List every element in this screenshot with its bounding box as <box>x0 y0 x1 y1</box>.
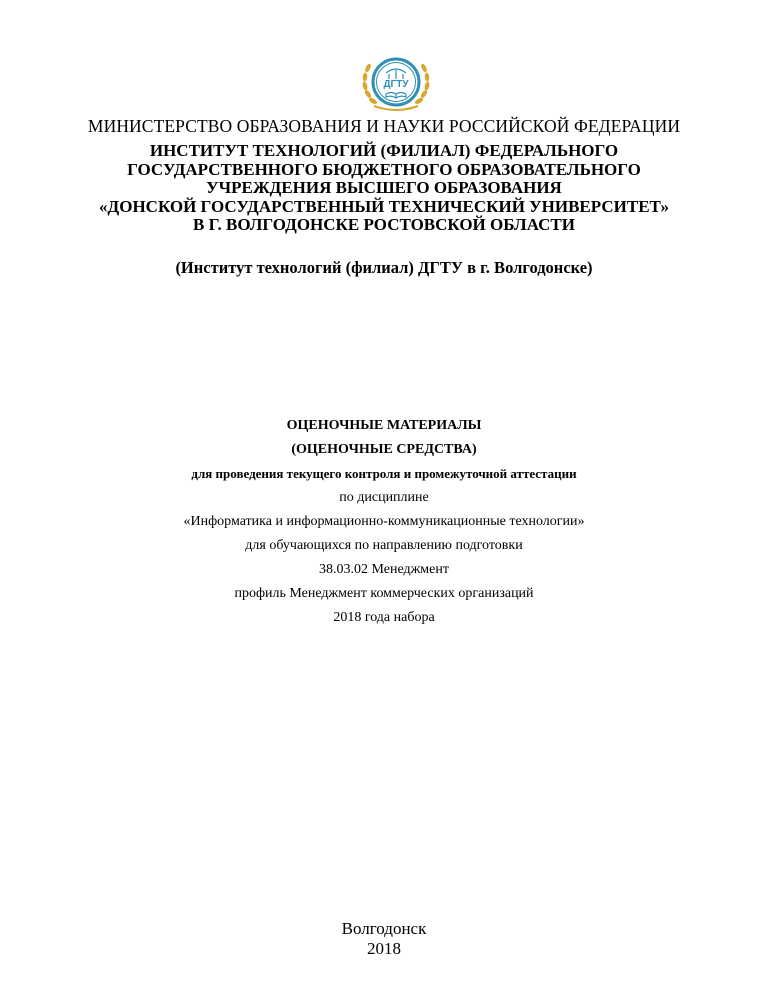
institution-full-name <box>0 142 768 235</box>
institution-line: В Г. ВОЛГОДОНСКЕ РОСТОВСКОЙ ОБЛАСТИ <box>193 215 575 234</box>
direction-code: 38.03.02 Менеджмент <box>319 562 449 577</box>
institution-line: ГОСУДАРСТВЕННОГО БЮДЖЕТНОГО ОБРАЗОВАТЕЛЬНОГО <box>127 159 641 179</box>
emblem-text: ДГТУ <box>383 79 409 90</box>
institution-line: УЧРЕЖДЕНИЯ ВЫСШЕГО ОБРАЗОВАНИЯ <box>206 178 562 197</box>
institution-short-name: (Институт технологий (филиал) ДГТУ в г. Волгодонске) <box>175 258 593 277</box>
title-line-2: (ОЦЕНОЧНЫЕ СРЕДСТВА) <box>291 442 477 457</box>
ribbon <box>374 106 418 110</box>
city-name: Волгодонск <box>341 919 427 938</box>
dstu-emblem-logo <box>356 50 436 114</box>
title-for-students: для обучающихся по направлению подготовки <box>245 538 523 553</box>
document-title-block <box>0 414 768 630</box>
building-icon <box>386 69 406 79</box>
institution-line: ИНСТИТУТ ТЕХНОЛОГИЙ (ФИЛИАЛ) ФЕДЕРАЛЬНОГО <box>149 141 619 160</box>
discipline-name: «Информатика и информационно-коммуникационные технологии» <box>183 514 585 529</box>
profile-name: профиль Менеджмент коммерческих организаций <box>234 586 534 601</box>
title-by-discipline: по дисциплине <box>339 490 429 505</box>
institution-line: «ДОНСКОЙ ГОСУДАРСТВЕННЫЙ ТЕХНИЧЕСКИЙ УНИВЕРСИТЕТ» <box>99 196 669 216</box>
ministry-name: МИНИСТЕРСТВО ОБРАЗОВАНИЯ И НАУКИ РОССИЙСКОЙ ФЕДЕРАЦИИ <box>87 116 681 136</box>
title-line-1: ОЦЕНОЧНЫЕ МАТЕРИАЛЫ <box>286 418 482 433</box>
document-year: 2018 <box>367 939 401 958</box>
intake-year: 2018 года набора <box>333 610 435 625</box>
title-purpose: для проведения текущего контроля и промежуточной аттестации <box>191 466 577 481</box>
